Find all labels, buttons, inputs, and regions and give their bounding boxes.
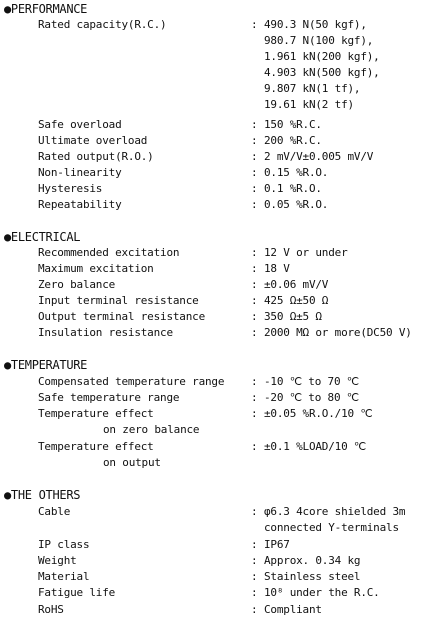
- spec-value-temperature-effect-output: ±0.1 %LOAD/10 ℃: [264, 440, 367, 453]
- spec-label-recommended-excitation: Recommended excitation: [38, 246, 180, 259]
- separator: :: [251, 554, 258, 567]
- spec-label-ultimate-overload: Ultimate overload: [38, 134, 148, 147]
- spec-label-compensated-temperature-range: Compensated temperature range: [38, 375, 225, 388]
- separator: :: [251, 294, 258, 307]
- spec-value-ip-class: IP67: [264, 538, 290, 551]
- spec-label-output-terminal-resistance: Output terminal resistance: [38, 310, 205, 323]
- separator: :: [251, 262, 258, 275]
- separator: :: [251, 310, 258, 323]
- spec-label-repeatability: Repeatability: [38, 198, 122, 211]
- spec-value-recommended-excitation: 12 V or under: [264, 246, 348, 259]
- separator: :: [251, 246, 258, 259]
- separator: :: [251, 198, 258, 211]
- spec-value-rated-capacity-4: 4.903 kN(500 kgf),: [264, 66, 380, 79]
- spec-label-safe-overload: Safe overload: [38, 118, 122, 131]
- separator: :: [251, 603, 258, 616]
- spec-label-fatigue-life: Fatigue life: [38, 586, 116, 599]
- spec-label-insulation-resistance: Insulation resistance: [38, 326, 173, 339]
- separator: :: [251, 375, 258, 388]
- spec-label-weight: Weight: [38, 554, 77, 567]
- spec-label-material: Material: [38, 570, 90, 583]
- spec-value-rated-output: 2 mV/V±0.005 mV/V: [264, 150, 374, 163]
- spec-value-safe-temperature-range: -20 ℃ to 80 ℃: [264, 391, 359, 404]
- spec-label-hysteresis: Hysteresis: [38, 182, 103, 195]
- spec-label-non-linearity: Non-linearity: [38, 166, 122, 179]
- separator: :: [251, 182, 258, 195]
- spec-label-ip-class: IP class: [38, 538, 90, 551]
- spec-value-weight: Approx. 0.34 kg: [264, 554, 361, 567]
- spec-value-rated-capacity-1: 490.3 N(50 kgf),: [264, 18, 367, 31]
- spec-label-cable: Cable: [38, 505, 71, 518]
- spec-label-rated-capacity: Rated capacity(R.C.): [38, 18, 167, 31]
- spec-value-cable-1: φ6.3 4core shielded 3m: [264, 505, 406, 518]
- spec-value-temperature-effect-zero: ±0.05 %R.O./10 ℃: [264, 407, 373, 420]
- separator: :: [251, 586, 258, 599]
- separator: :: [251, 18, 258, 31]
- separator: :: [251, 440, 258, 453]
- spec-value-repeatability: 0.05 %R.O.: [264, 198, 329, 211]
- spec-value-material: Stainless steel: [264, 570, 361, 583]
- separator: :: [251, 570, 258, 583]
- section-heading-electrical: ●ELECTRICAL: [4, 230, 81, 244]
- separator: :: [251, 134, 258, 147]
- spec-value-rated-capacity-5: 9.807 kN(1 tf),: [264, 82, 361, 95]
- separator: :: [251, 326, 258, 339]
- separator: :: [251, 391, 258, 404]
- section-heading-others: ●THE OTHERS: [4, 488, 81, 502]
- spec-value-output-terminal-resistance: 350 Ω±5 Ω: [264, 310, 322, 323]
- spec-sublabel-on-zero-balance: on zero balance: [103, 423, 200, 436]
- spec-value-zero-balance: ±0.06 mV/V: [264, 278, 329, 291]
- spec-value-non-linearity: 0.15 %R.O.: [264, 166, 329, 179]
- separator: :: [251, 505, 258, 518]
- spec-label-rated-output: Rated output(R.O.): [38, 150, 154, 163]
- spec-label-input-terminal-resistance: Input terminal resistance: [38, 294, 199, 307]
- separator: :: [251, 150, 258, 163]
- spec-value-hysteresis: 0.1 %R.O.: [264, 182, 322, 195]
- spec-value-ultimate-overload: 200 %R.C.: [264, 134, 322, 147]
- section-heading-temperature: ●TEMPERATURE: [4, 358, 88, 372]
- spec-value-cable-2: connected Y-terminals: [264, 521, 399, 534]
- spec-label-rohs: RoHS: [38, 603, 64, 616]
- separator: :: [251, 407, 258, 420]
- spec-value-rated-capacity-6: 19.61 kN(2 tf): [264, 98, 354, 111]
- separator: :: [251, 118, 258, 131]
- separator: :: [251, 166, 258, 179]
- spec-label-zero-balance: Zero balance: [38, 278, 116, 291]
- spec-value-fatigue-life: 10⁸ under the R.C.: [264, 586, 380, 599]
- spec-value-maximum-excitation: 18 V: [264, 262, 290, 275]
- spec-value-input-terminal-resistance: 425 Ω±50 Ω: [264, 294, 329, 307]
- spec-value-compensated-temperature-range: -10 ℃ to 70 ℃: [264, 375, 359, 388]
- section-heading-performance: ●PERFORMANCE: [4, 2, 88, 16]
- spec-value-rohs: Compliant: [264, 603, 322, 616]
- spec-label-maximum-excitation: Maximum excitation: [38, 262, 154, 275]
- spec-sublabel-on-output: on output: [103, 456, 161, 469]
- spec-label-safe-temperature-range: Safe temperature range: [38, 391, 180, 404]
- spec-value-rated-capacity-2: 980.7 N(100 kgf),: [264, 34, 374, 47]
- spec-value-safe-overload: 150 %R.C.: [264, 118, 322, 131]
- spec-value-insulation-resistance: 2000 MΩ or more(DC50 V): [264, 326, 412, 339]
- spec-label-temperature-effect-zero: Temperature effect: [38, 407, 154, 420]
- separator: :: [251, 538, 258, 551]
- spec-label-temperature-effect-output: Temperature effect: [38, 440, 154, 453]
- separator: :: [251, 278, 258, 291]
- spec-value-rated-capacity-3: 1.961 kN(200 kgf),: [264, 50, 380, 63]
